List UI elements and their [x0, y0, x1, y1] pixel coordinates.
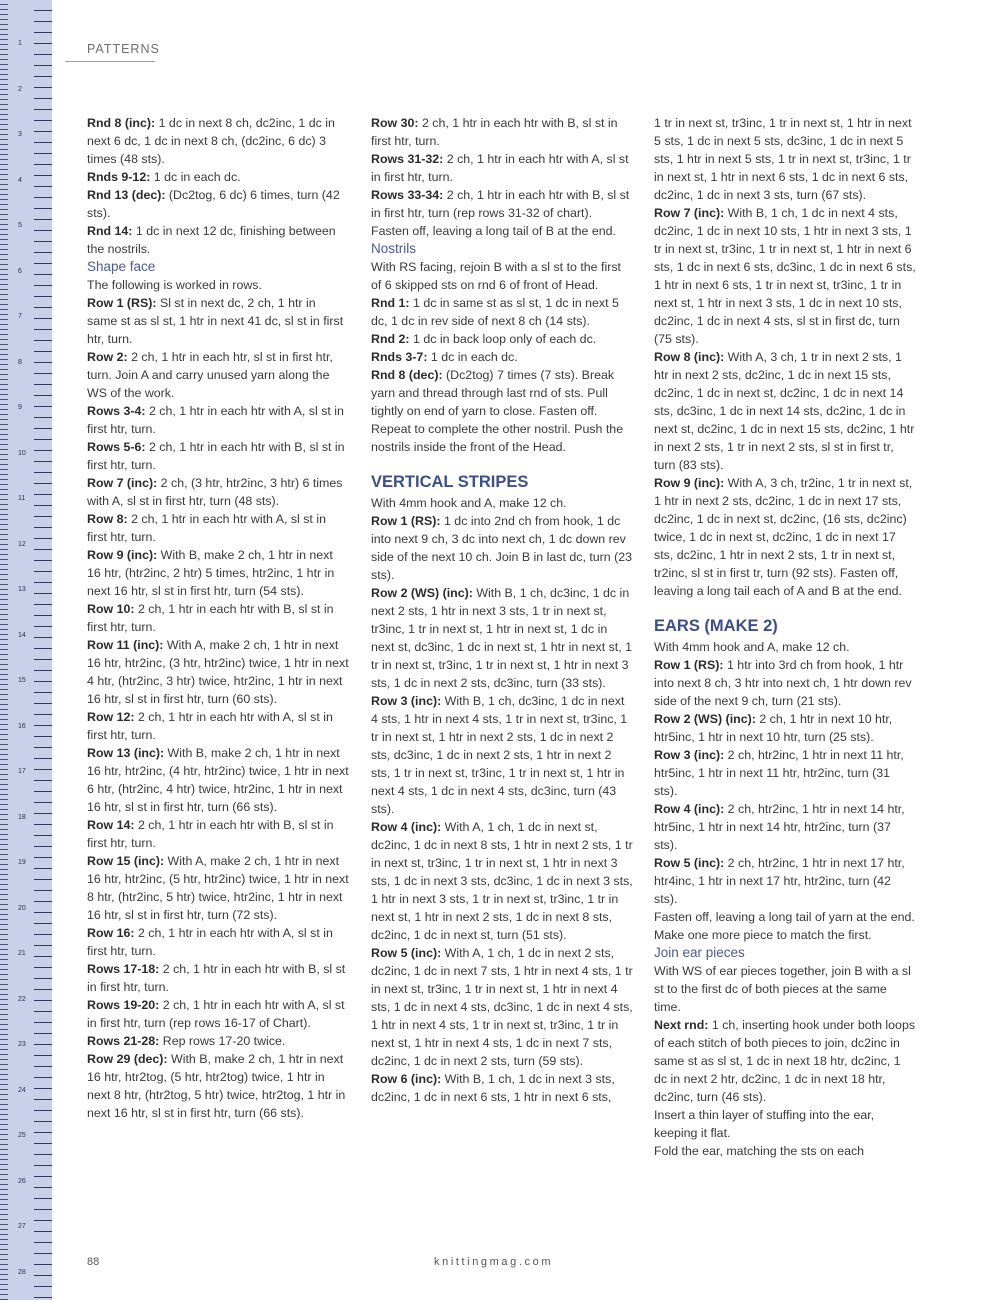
instruction-paragraph: [654, 908, 916, 944]
ruler-number: 16: [18, 722, 26, 730]
instruction-text: With B, 1 ch, 1 dc in next 3 sts, dc2inc, 1 dc in next 6 sts, 1 htr in next 6 sts,: [371, 1072, 615, 1104]
instruction-paragraph: [371, 420, 633, 456]
page-edge-ruler: [0, 0, 52, 1300]
subsection-heading: Join ear pieces: [654, 945, 745, 960]
instruction-paragraph: [654, 204, 916, 348]
instruction-paragraph: [87, 294, 349, 348]
ruler-number: 15: [18, 677, 26, 684]
instruction-text: 1 dc in each dc.: [427, 350, 518, 364]
instruction-paragraph: [654, 800, 916, 854]
instruction-text: 2 ch, 1 htr in each htr with A, sl st in first htr, turn.: [87, 512, 326, 544]
instruction-text: 1 dc in back loop only of each dc.: [409, 332, 597, 346]
instruction-text: With B, make 2 ch, 1 htr in next 16 htr, htr2inc, (4 htr, htr2inc) twice, 1 htr in next 6 htr, (htr2inc, 4 htr) twice, htr2inc, 1 htr in next 16 htr, sl st in first htr, turn (66 sts).: [87, 746, 349, 814]
row-label: Row 6 (inc):: [371, 1072, 442, 1086]
ruler-number: 19: [18, 859, 26, 866]
column-3: [654, 114, 916, 1160]
row-label: Row 5 (inc):: [371, 946, 442, 960]
ruler-number: 10: [18, 449, 26, 457]
instruction-text: 2 ch, 1 htr in each htr with B, sl st in first htr, turn (rep rows 31-32 of chart). Fasten off, leaving a long tail of B at the end.: [371, 188, 630, 238]
instruction-paragraph: [654, 656, 916, 710]
row-label: Rnds 9-12:: [87, 170, 151, 184]
instruction-paragraph: [654, 348, 916, 474]
row-label: Next rnd:: [654, 1018, 709, 1032]
instruction-paragraph: [654, 638, 916, 656]
subsection-heading: Nostrils: [371, 241, 417, 256]
row-label: Row 9 (inc):: [87, 548, 158, 562]
ruler-number: 6: [18, 267, 22, 275]
instruction-paragraph: [87, 924, 349, 960]
instruction-text: 2 ch, 1 htr in each htr with B, sl st in first htr, turn.: [87, 818, 334, 850]
section-header: PATTERNS: [87, 42, 160, 56]
row-label: Rnds 3-7:: [371, 350, 428, 364]
instruction-text: Fold the ear, matching the sts on each: [654, 1144, 865, 1158]
instruction-paragraph: [87, 438, 349, 474]
row-label: Row 7 (inc):: [654, 206, 725, 220]
ruler-number: 7: [18, 313, 22, 320]
instruction-paragraph: [371, 258, 633, 294]
row-label: Row 8:: [87, 512, 128, 526]
row-label: Rows 5-6:: [87, 440, 146, 454]
ruler-number: 21: [18, 950, 26, 957]
instruction-text: (Dc2tog) 7 times (7 sts). Break yarn and thread through last rnd of sts. Pull tightly on end of yarn to close. Fasten off.: [371, 368, 615, 418]
instruction-text: 2 ch, 1 htr in each htr with A, sl st in first htr, turn (rep rows 16-17 of Chart).: [87, 998, 345, 1030]
instruction-paragraph: [87, 852, 349, 924]
row-label: Row 29 (dec):: [87, 1052, 168, 1066]
instruction-text: With B, 1 ch, 1 dc in next 4 sts, dc2inc, 1 dc in next 10 sts, 1 htr in next 3 sts, 1 tr in next st, tr3inc, 1 tr in next st, 1 htr in next 6 sts, 1 dc in next 6 sts, dc3inc, 1 dc in next 6 sts, 1 htr in next 6 sts, 1 tr in next st, tr3inc, 1 tr in next st, 1 htr in next 3 sts, 1 dc in next 10 sts, dc2inc, 1 dc in next 4 sts, sl st in first dc, turn (75 sts).: [654, 206, 916, 346]
row-label: Row 1 (RS):: [371, 514, 441, 528]
instruction-text: 2 ch, (3 htr, htr2inc, 3 htr) 6 times with A, sl st in first htr, turn (48 sts).: [87, 476, 343, 508]
ruler-number: 3: [18, 131, 22, 138]
instruction-text: With B, make 2 ch, 1 htr in next 16 htr, (htr2inc, 2 htr) 5 times, htr2inc, 1 htr in next 16 htr, sl st in first htr, turn (54 sts).: [87, 548, 335, 598]
row-label: Row 13 (inc):: [87, 746, 165, 760]
instruction-text: 2 ch, 1 htr in each htr with B, sl st in first htr, turn.: [87, 440, 345, 472]
instruction-text: 1 dc in each dc.: [150, 170, 241, 184]
row-label: Row 1 (RS):: [87, 296, 157, 310]
instruction-paragraph: [87, 546, 349, 600]
instruction-text: Insert a thin layer of stuffing into the ear, keeping it flat.: [654, 1108, 875, 1140]
instruction-paragraph: [371, 114, 633, 150]
instruction-text: With A, 1 ch, 1 dc in next 2 sts, dc2inc, 1 dc in next 7 sts, 1 htr in next 4 sts, 1 tr in next st, tr3inc, 1 tr in next st, 1 htr in next 4 sts, 1 dc in next 4 sts, dc3inc, 1 dc in next 4 sts, 1 htr in next 4 sts, 1 tr in next st, tr3inc, 1 tr in next st, 1 htr in next 4 sts, 1 dc in next 7 sts, dc2inc, 1 dc in next 2 sts, turn (59 sts).: [371, 946, 633, 1068]
instruction-paragraph: [87, 168, 349, 186]
row-label: Rows 31-32:: [371, 152, 444, 166]
section-heading: VERTICAL STRIPES: [371, 473, 529, 491]
instruction-paragraph: [371, 944, 633, 1070]
subsection-heading: Shape face: [87, 259, 156, 274]
instruction-paragraph: [87, 222, 349, 258]
instruction-paragraph: [371, 348, 633, 366]
instruction-paragraph: [87, 1032, 349, 1050]
row-label: Row 10:: [87, 602, 135, 616]
instruction-text: 2 ch, 1 htr in each htr with A, sl st in first htr, turn.: [371, 152, 629, 184]
row-label: Row 14:: [87, 818, 135, 832]
instruction-text: 1 ch, inserting hook under both loops of each stitch of both pieces to join, dc2inc in same st as sl st, 1 dc in next 18 htr, dc2inc, 1 dc in next 2 htr, dc2inc, 1 dc in next 18 htr, dc2inc, turn (46 sts).: [654, 1018, 916, 1104]
instruction-text: With A, make 2 ch, 1 htr in next 16 htr, htr2inc, (5 htr, htr2inc) twice, 1 htr in next 8 htr, (htr2inc, 5 htr) twice, htr2inc, 1 htr in next 16 htr, sl st in first htr, turn (72 sts).: [87, 854, 349, 922]
row-label: Row 4 (inc):: [371, 820, 442, 834]
instruction-paragraph: [87, 996, 349, 1032]
instruction-paragraph: [87, 816, 349, 852]
instruction-text: Fasten off, leaving a long tail of yarn at the end. Make one more piece to match the first.: [654, 910, 915, 942]
instruction-paragraph: [371, 584, 633, 692]
ruler-number: 14: [18, 631, 26, 639]
instruction-paragraph: [87, 276, 349, 294]
instruction-text: 2 ch, htr2inc, 1 htr in next 17 htr, htr4inc, 1 htr in next 17 htr, htr2inc, turn (42 sts).: [654, 856, 905, 906]
ruler-number: 9: [18, 404, 22, 411]
instruction-text: With B, make 2 ch, 1 htr in next 16 htr, htr2tog, (5 htr, htr2tog) twice, 1 htr in next 8 htr, (htr2tog, 5 htr) twice, htr2tog, 1 htr in next 16 htr, sl st in first htr, turn (66 sts).: [87, 1052, 346, 1120]
instruction-paragraph: [371, 186, 633, 240]
instruction-paragraph: [87, 1050, 349, 1122]
instruction-text: 2 ch, htr2inc, 1 htr in next 11 htr, htr5inc, 1 htr in next 11 htr, htr2inc, turn (31 sts).: [654, 748, 904, 798]
instruction-paragraph: [87, 600, 349, 636]
instruction-paragraph: [654, 1142, 916, 1160]
instruction-text: With B, 1 ch, dc3inc, 1 dc in next 2 sts, 1 htr in next 3 sts, 1 tr in next st, tr3inc, 1 tr in next st, 1 htr in next st, 1 dc in next st, dc3inc, 1 dc in next st, 1 htr in next st, 1 tr in next st, tr3inc, 1 tr in next st, 1 htr in next 3 sts, 1 dc in next 2 sts, dc3inc, turn (33 sts).: [371, 586, 633, 690]
section-heading: EARS (MAKE 2): [654, 617, 778, 635]
ruler-number: 26: [18, 1177, 26, 1185]
instruction-text: 2 ch, 1 htr in each htr with A, sl st in first htr, turn.: [87, 926, 333, 958]
instruction-paragraph: [371, 366, 633, 420]
footer-website: knittingmag.com: [434, 1256, 554, 1268]
row-label: Row 11 (inc):: [87, 638, 164, 652]
row-label: Row 2 (WS) (inc):: [654, 712, 756, 726]
row-label: Rows 3-4:: [87, 404, 146, 418]
column-2: [371, 114, 633, 1106]
instruction-text: With RS facing, rejoin B with a sl st to the first of 6 skipped sts on rnd 6 of front of Head.: [371, 260, 621, 292]
instruction-text: With 4mm hook and A, make 12 ch.: [654, 640, 850, 654]
ruler-number: 25: [18, 1132, 26, 1139]
row-label: Rows 19-20:: [87, 998, 160, 1012]
instruction-text: 1 dc in next 12 dc, finishing between the nostrils.: [87, 224, 336, 256]
row-label: Row 3 (inc):: [371, 694, 442, 708]
instruction-text: 2 ch, 1 htr in each htr with B, sl st in first htr, turn.: [87, 602, 334, 634]
row-label: Row 8 (inc):: [654, 350, 725, 364]
instruction-paragraph: [87, 348, 349, 402]
instruction-paragraph: [371, 692, 633, 818]
instruction-text: 1 dc into 2nd ch from hook, 1 dc into next 9 ch, 3 dc into next ch, 1 dc down rev side of the next 10 ch. Join B in last dc, turn (23 sts).: [371, 514, 633, 582]
page-number: 88: [87, 1256, 100, 1268]
instruction-paragraph: [654, 962, 916, 1016]
instruction-text: 1 htr into 3rd ch from hook, 1 htr into next 8 ch, 3 htr into next ch, 1 htr down rev side of the next 9 ch, turn (21 sts).: [654, 658, 912, 708]
instruction-paragraph: [371, 294, 633, 330]
instruction-paragraph: [654, 1016, 916, 1106]
instruction-text: Rep rows 17-20 twice.: [159, 1034, 286, 1048]
row-label: Row 16:: [87, 926, 135, 940]
instruction-text: 2 ch, 1 htr in each htr with B, sl st in first htr, turn.: [371, 116, 618, 148]
instruction-text: With A, 1 ch, 1 dc in next st, dc2inc, 1 dc in next 8 sts, 1 htr in next 2 sts, 1 tr in next st, tr3inc, 1 tr in next st, 1 htr in next 3 sts, 1 dc in next 3 sts, dc3inc, 1 dc in next 3 sts, 1 htr in next 3 sts, 1 tr in next st, tr3inc, 1 tr in next st, 1 htr in next 2 sts, 1 dc in next 8 sts, dc2inc, 1 dc in next st, turn (51 sts).: [371, 820, 633, 942]
instruction-paragraph: [87, 744, 349, 816]
instruction-text: With B, 1 ch, dc3inc, 1 dc in next 4 sts, 1 htr in next 4 sts, 1 tr in next st, tr3inc, 1 tr in next st, 1 htr in next 2 sts, 1 dc in next 2 sts, dc3inc, 1 dc in next 2 sts, 1 htr in next 2 sts, 1 tr in next st, tr3inc, 1 tr in next st, 1 htr in next 4 sts, 1 dc in next 4 sts, dc3inc, turn (43 sts).: [371, 694, 628, 816]
row-label: Rows 21-28:: [87, 1034, 160, 1048]
row-label: Row 30:: [371, 116, 419, 130]
instruction-text: 1 tr in next st, tr3inc, 1 tr in next st, 1 htr in next 5 sts, 1 dc in next 5 sts, dc3inc, 1 dc in next 5 sts, 1 htr in next 5 sts, 1 tr in next st, tr3inc, 1 tr in next st, 1 htr in next 6 sts, 1 dc in next 6 sts, dc2inc, 1 dc in next 3 sts, turn (67 sts).: [654, 116, 912, 202]
instruction-paragraph: [87, 114, 349, 168]
instruction-paragraph: [654, 1106, 916, 1142]
row-label: Row 12:: [87, 710, 135, 724]
instruction-text: With 4mm hook and A, make 12 ch.: [371, 496, 567, 510]
instruction-paragraph: [371, 494, 633, 512]
instruction-text: With A, make 2 ch, 1 htr in next 16 htr, htr2inc, (3 htr, htr2inc) twice, 1 htr in next 4 htr, (htr2inc, 3 htr) twice, htr2inc, 1 htr in next 16 htr, sl st in first htr, turn (60 sts).: [87, 638, 349, 706]
row-label: Row 4 (inc):: [654, 802, 725, 816]
instruction-paragraph: [654, 114, 916, 204]
row-label: Row 9 (inc):: [654, 476, 725, 490]
row-label: Row 3 (inc):: [654, 748, 725, 762]
ruler-number: 17: [18, 768, 26, 775]
instruction-paragraph: [654, 474, 916, 600]
instruction-text: 2 ch, htr2inc, 1 htr in next 14 htr, htr5inc, 1 htr in next 14 htr, htr2inc, turn (37 sts).: [654, 802, 905, 852]
instruction-text: Repeat to complete the other nostril. Push the nostrils inside the front of the Head.: [371, 422, 624, 454]
instruction-paragraph: [87, 510, 349, 546]
row-label: Row 15 (inc):: [87, 854, 165, 868]
ruler-number: 5: [18, 222, 22, 229]
ruler-number: 28: [18, 1268, 26, 1276]
instruction-text: (Dc2tog, 6 dc) 6 times, turn (42 sts).: [87, 188, 340, 220]
ruler-number: 24: [18, 1086, 26, 1094]
ruler-number: 18: [18, 813, 26, 821]
ruler-number: 1: [18, 40, 22, 47]
instruction-paragraph: [87, 708, 349, 744]
instruction-text: 2 ch, 1 htr in each htr with B, sl st in first htr, turn.: [87, 962, 346, 994]
instruction-text: With A, 3 ch, tr2inc, 1 tr in next st, 1 htr in next 2 sts, dc2inc, 1 dc in next 17 sts, dc2inc, 1 dc in next st, dc2inc, (16 sts, dc2inc) twice, 1 dc in next st, dc2inc, 1 dc in next 17 sts, dc2inc, 1 htr in next 2 sts, 1 tr in next st, tr2inc, sl st in first tr, turn (92 sts). Fasten off, leaving a long tail each of A and B at the end.: [654, 476, 913, 598]
ruler-number: 20: [18, 904, 26, 912]
instruction-text: 2 ch, 1 htr in each htr with A, sl st in first htr, turn.: [87, 710, 333, 742]
row-label: Rnd 14:: [87, 224, 133, 238]
instruction-paragraph: [654, 746, 916, 800]
row-label: Rnd 13 (dec):: [87, 188, 166, 202]
instruction-text: 2 ch, 1 htr in next 10 htr, htr5inc, 1 htr in next 10 htr, turn (25 sts).: [654, 712, 893, 744]
row-label: Row 1 (RS):: [654, 658, 724, 672]
instruction-paragraph: [371, 818, 633, 944]
instruction-paragraph: [87, 402, 349, 438]
row-label: Rnd 1:: [371, 296, 410, 310]
row-label: Row 2:: [87, 350, 128, 364]
instruction-text: 2 ch, 1 htr in each htr, sl st in first htr, turn. Join A and carry unused yarn along the WS of the work.: [87, 350, 333, 400]
row-label: Row 2 (WS) (inc):: [371, 586, 473, 600]
instruction-paragraph: [87, 474, 349, 510]
instruction-text: With A, 3 ch, 1 tr in next 2 sts, 1 htr in next 2 sts, dc2inc, 1 dc in next 15 sts, dc2inc, 1 dc in next st, dc2inc, 1 dc in next 14 sts, dc3inc, 1 dc in next 14 sts, dc2inc, 1 dc in next st, dc2inc, 1 dc in next 15 sts, dc2inc, 1 htr in next 2 sts, 1 tr in next 2 sts, sl st in first tr, turn (83 sts).: [654, 350, 915, 472]
row-label: Rnd 8 (dec):: [371, 368, 443, 382]
row-label: Rows 17-18:: [87, 962, 160, 976]
ruler-number: 12: [18, 540, 26, 548]
instruction-paragraph: [371, 512, 633, 584]
instruction-text: Sl st in next dc, 2 ch, 1 htr in same st as sl st, 1 htr in next 41 dc, sl st in first htr, turn.: [87, 296, 344, 346]
header-underline: [65, 61, 155, 62]
ruler-number: 2: [18, 85, 22, 93]
instruction-paragraph: [654, 854, 916, 908]
instruction-paragraph: [371, 1070, 633, 1106]
row-label: Rnd 2:: [371, 332, 410, 346]
ruler-number: 22: [18, 995, 26, 1003]
instruction-text: The following is worked in rows.: [87, 278, 262, 292]
instruction-paragraph: [371, 330, 633, 348]
row-label: Row 5 (inc):: [654, 856, 725, 870]
ruler-number: 11: [18, 495, 26, 502]
row-label: Rnd 8 (inc):: [87, 116, 156, 130]
ruler-number: 13: [18, 586, 26, 593]
instruction-paragraph: [87, 960, 349, 996]
row-label: Rows 33-34:: [371, 188, 444, 202]
instruction-paragraph: [87, 636, 349, 708]
row-label: Row 7 (inc):: [87, 476, 158, 490]
instruction-paragraph: [371, 150, 633, 186]
ruler-number: 23: [18, 1041, 26, 1048]
instruction-text: With WS of ear pieces together, join B with a sl st to the first dc of both pieces at the same time.: [654, 964, 911, 1014]
ruler-number: 4: [18, 176, 22, 184]
column-1: [87, 114, 349, 1122]
instruction-paragraph: [87, 186, 349, 222]
instruction-paragraph: [654, 710, 916, 746]
ruler-number: 27: [18, 1223, 26, 1230]
instruction-text: 2 ch, 1 htr in each htr with A, sl st in first htr, turn.: [87, 404, 344, 436]
instruction-text: 1 dc in same st as sl st, 1 dc in next 5 dc, 1 dc in rev side of next 8 ch (14 sts).: [371, 296, 619, 328]
instruction-text: 1 dc in next 8 ch, dc2inc, 1 dc in next 6 dc, 1 dc in next 8 ch, (dc2inc, 6 dc) 3 times (48 sts).: [87, 116, 335, 166]
ruler-number: 8: [18, 358, 22, 366]
